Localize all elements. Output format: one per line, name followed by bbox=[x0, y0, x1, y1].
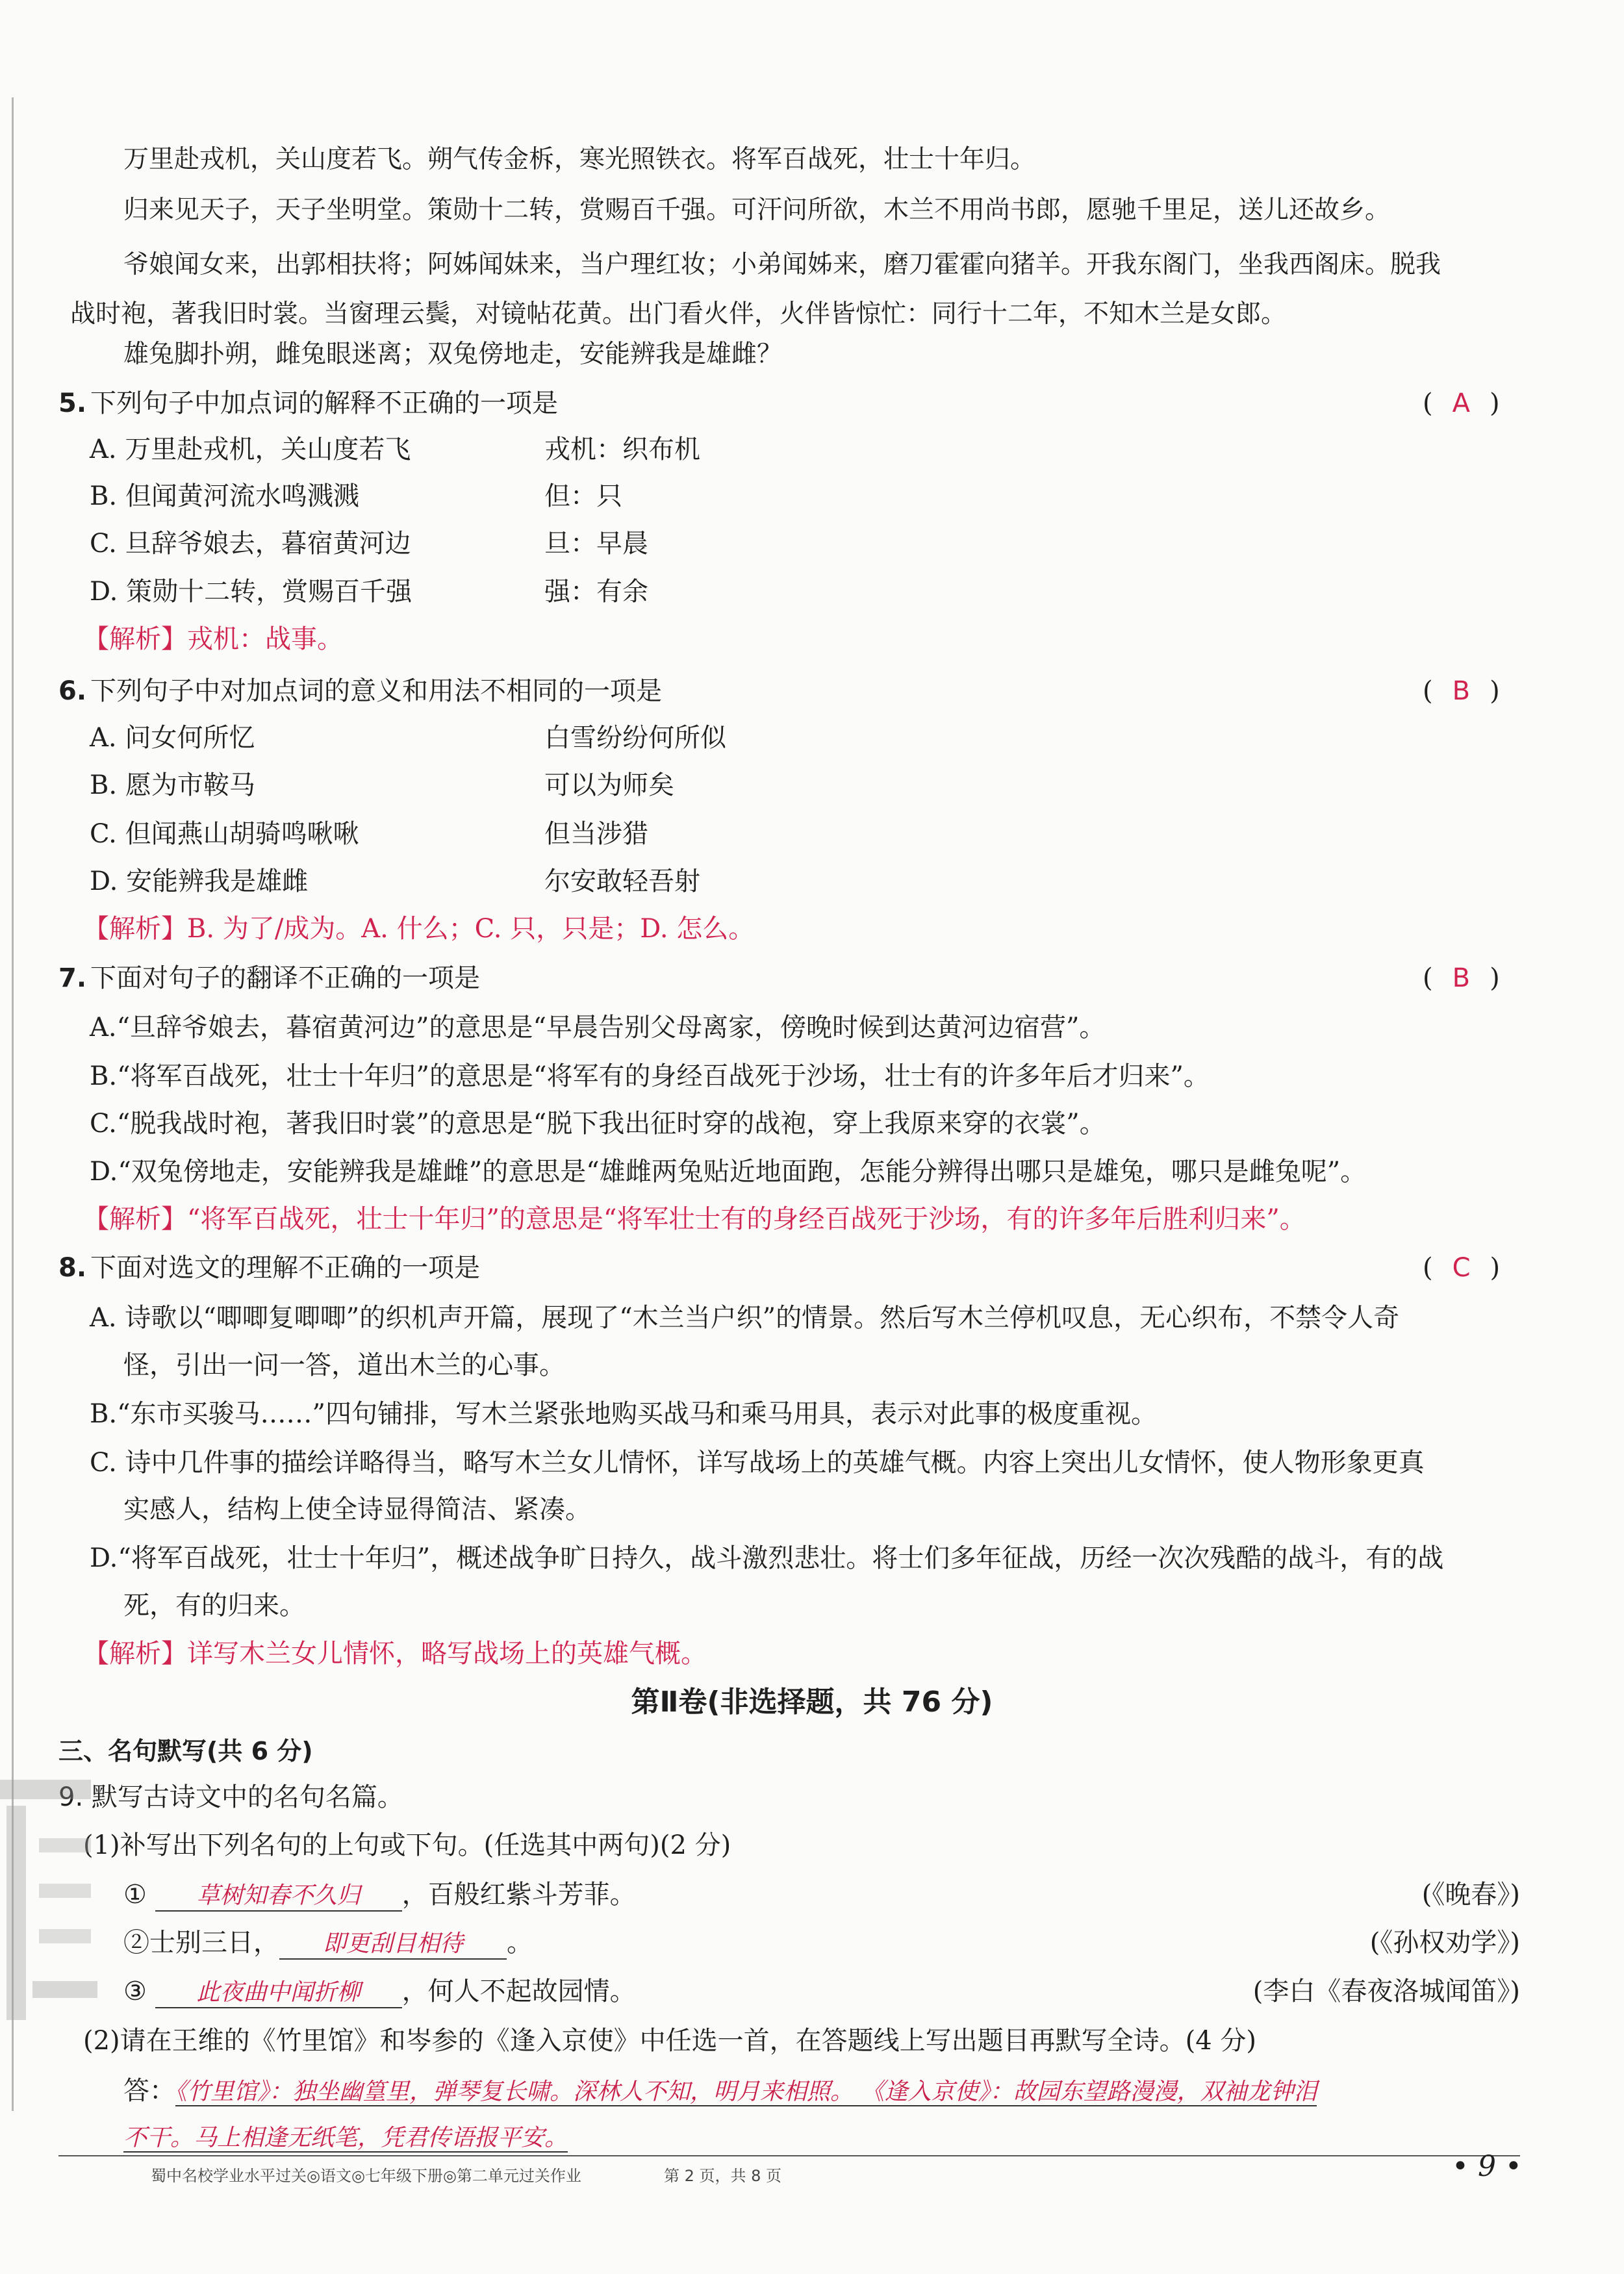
poem-line-2: 归来见天子，天子坐明堂。策勋十二转，赏赐百千强。可汗问所欲，木兰不用尚书郎，愿驰千里足，送儿还故乡。 bbox=[123, 196, 1391, 225]
analysis-tag: 【解析】 bbox=[83, 624, 187, 654]
volume-title: 第Ⅱ卷(非选择题，共 76 分) bbox=[631, 1686, 993, 1719]
q5-option-b: B. 但闻黄河流水鸣溅溅 bbox=[90, 481, 359, 511]
q6-option-d: D. 安能辨我是雄雌 bbox=[90, 866, 309, 896]
analysis-tag: 【解析】 bbox=[83, 1204, 187, 1234]
q7-option-b: B.“将军百战死，壮士十年归”的意思是“将军有的身经百战死于沙场，壮士有的许多年后才归来”。 bbox=[90, 1061, 1210, 1091]
q5-option-c-gloss: 旦：早晨 bbox=[544, 529, 648, 559]
q8-analysis bbox=[83, 1638, 707, 1669]
answer-letter: A bbox=[1452, 388, 1473, 418]
q6-option-b: B. 愿为市鞍马 bbox=[90, 770, 255, 800]
section-3-title: 三、名句默写(共 6 分) bbox=[58, 1737, 313, 1765]
question-8-stem bbox=[58, 1252, 480, 1283]
question-7-stem bbox=[58, 963, 480, 994]
q6-option-c-compare: 但当涉猎 bbox=[544, 819, 648, 849]
q9-item-3 bbox=[123, 1976, 636, 2008]
question-6-answer: ( B ) bbox=[1423, 676, 1503, 706]
q9-item-2 bbox=[123, 1927, 533, 1960]
q5-option-b-gloss: 但：只 bbox=[544, 481, 622, 511]
analysis-text: 戎机：战事。 bbox=[187, 624, 343, 654]
q7-option-a: A.“旦辞爷娘去，暮宿黄河边”的意思是“早晨告别父母离家，傍晚时候到达黄河边宿营”。 bbox=[90, 1013, 1106, 1042]
question-6-stem bbox=[58, 676, 662, 707]
poem-line-4: 战时袍，著我旧时裳。当窗理云鬓，对镜帖花黄。出门看火伴，火伴皆惊忙：同行十二年，不知木兰是女郎。 bbox=[70, 299, 1287, 329]
q5-option-d: D. 策勋十二转，赏赐百千强 bbox=[90, 577, 412, 607]
q9-item-1 bbox=[123, 1879, 636, 1912]
stamp-watermark-icon bbox=[0, 1767, 110, 2040]
q6-option-b-compare: 可以为师矣 bbox=[544, 770, 674, 800]
q9-item-3-blank: 此夜曲中闻折柳 bbox=[155, 1978, 402, 2008]
q8-option-a: A. 诗歌以“唧唧复唧唧”的织机声开篇，展现了“木兰当户织”的情景。然后写木兰停机叹息，无心织布，不禁令人奇 bbox=[90, 1303, 1400, 1333]
q9-item-2-source: (《孙权劝学》) bbox=[1369, 1928, 1520, 1958]
q9-part1-instruction: (1)补写出下列名句的上句或下句。(任选其中两句)(2 分) bbox=[83, 1830, 731, 1860]
q9-item-3-source: (李白《春夜洛城闻笛》) bbox=[1252, 1977, 1520, 2006]
poem-line-5: 雄兔脚扑朔，雌兔眼迷离；双兔傍地走，安能辨我是雄雌？ bbox=[123, 340, 783, 369]
question-5-answer: ( A ) bbox=[1423, 388, 1503, 418]
q6-option-d-compare: 尔安敢轻吾射 bbox=[544, 866, 700, 896]
poem-line-3: 爷娘闻女来，出郭相扶将；阿姊闻妹来，当户理红妆；小弟闻姊来，磨刀霍霍向猪羊。开我东阁门，坐我西阁床。脱我 bbox=[123, 250, 1441, 279]
item-text: ，百般红紫斗芳菲。 bbox=[401, 1880, 636, 1910]
question-number: 6. bbox=[58, 676, 87, 706]
item-text: ，何人不起故园情。 bbox=[401, 1977, 636, 2006]
item-mark: ② bbox=[123, 1928, 149, 1958]
analysis-tag: 【解析】 bbox=[83, 1639, 187, 1669]
question-text: 下列句子中对加点词的意义和用法不相同的一项是 bbox=[90, 676, 663, 706]
q8-option-a-cont: 怪，引出一问一答，道出木兰的心事。 bbox=[123, 1350, 565, 1380]
answer-letter: B bbox=[1452, 963, 1473, 993]
analysis-tag: 【解析】 bbox=[83, 914, 187, 944]
question-7-answer: ( B ) bbox=[1423, 963, 1503, 993]
answer-letter: C bbox=[1452, 1253, 1473, 1283]
q8-option-d: D.“将军百战死，壮士十年归”，概述战争旷日持久，战斗激烈悲壮。将士们多年征战，历经一次次残酷的战斗，有的战 bbox=[90, 1543, 1444, 1573]
q6-analysis bbox=[83, 913, 754, 944]
q9-item-1-source: (《晚春》) bbox=[1421, 1880, 1520, 1910]
analysis-text: “将军百战死，壮士十年归”的意思是“将军壮士有的身经百战死于沙场，有的许多年后胜利归来”。 bbox=[187, 1204, 1306, 1234]
q8-option-c: C. 诗中几件事的描绘详略得当，略写木兰女儿情怀，详写战场上的英雄气概。内容上突出儿女情怀，使人物形象更真 bbox=[90, 1448, 1425, 1478]
answer-label: 答： bbox=[123, 2076, 175, 2106]
item-mark: ① bbox=[123, 1880, 147, 1910]
question-8-answer: ( C ) bbox=[1423, 1253, 1503, 1283]
q5-option-a: A. 万里赴戎机，关山度若飞 bbox=[90, 435, 411, 464]
q5-option-d-gloss: 强：有余 bbox=[544, 577, 648, 607]
question-text: 下列句子中加点词的解释不正确的一项是 bbox=[90, 388, 559, 418]
analysis-text: 详写木兰女儿情怀，略写战场上的英雄气概。 bbox=[187, 1639, 707, 1669]
question-number: 7. bbox=[58, 963, 87, 993]
page-number: • 9 • bbox=[1452, 2150, 1522, 2183]
q9-item-1-blank: 草树知春不久归 bbox=[155, 1882, 402, 1912]
q6-option-c: C. 但闻燕山胡骑鸣啾啾 bbox=[90, 819, 359, 849]
footer-page-count: 第 2 页，共 8 页 bbox=[664, 2167, 782, 2185]
q8-option-d-cont: 死，有的归来。 bbox=[123, 1591, 305, 1621]
analysis-text: B. 为了/成为。A. 什么；C. 只，只是；D. 怎么。 bbox=[187, 914, 755, 944]
q9-part2-answer-line2 bbox=[123, 2121, 568, 2154]
q6-option-a: A. 问女何所忆 bbox=[90, 723, 255, 753]
q8-option-b: B.“东市买骏马……”四句铺排，写木兰紧张地购买战马和乘马用具，表示对此事的极度重视。 bbox=[90, 1399, 1158, 1429]
handwritten-answer-cont: 不干。马上相逢无纸笔，凭君传语报平安。 bbox=[123, 2125, 568, 2151]
q9-part2-instruction: (2)请在王维的《竹里馆》和岑参的《逢入京使》中任选一首，在答题线上写出题目再默写全诗。(4 分) bbox=[83, 2026, 1257, 2056]
q5-option-a-gloss: 戎机：织布机 bbox=[544, 435, 700, 464]
item-mark: ③ bbox=[123, 1977, 147, 2006]
q8-option-c-cont: 实感人，结构上使全诗显得简洁、紧凑。 bbox=[123, 1495, 591, 1524]
q7-option-d: D.“双兔傍地走，安能辨我是雄雌”的意思是“雄雌两兔贴近地面跑，怎能分辨得出哪只是雄兔，哪只是雌兔呢”。 bbox=[90, 1157, 1367, 1187]
q9-item-2-blank: 即更刮目相待 bbox=[279, 1930, 507, 1960]
question-9-stem: 9. 默写古诗文中的名句名篇。 bbox=[58, 1782, 403, 1812]
question-text: 下面对句子的翻译不正确的一项是 bbox=[90, 963, 481, 993]
footer-series: 蜀中名校学业水平过关◎语文◎七年级下册◎第二单元过关作业 bbox=[151, 2167, 581, 2185]
item-text: 。 bbox=[507, 1928, 533, 1958]
question-number: 8. bbox=[58, 1253, 87, 1283]
footer-rule bbox=[58, 2155, 1520, 2156]
q9-part2-answer-line1 bbox=[123, 2075, 1317, 2108]
poem-line-1: 万里赴戎机，关山度若飞。朔气传金柝，寒光照铁衣。将军百战死，壮士十年归。 bbox=[123, 145, 1036, 174]
item-pre: 士别三日， bbox=[149, 1928, 279, 1958]
q5-analysis bbox=[83, 624, 343, 655]
question-text: 下面对选文的理解不正确的一项是 bbox=[90, 1253, 481, 1283]
q7-option-c: C.“脱我战时袍，著我旧时裳”的意思是“脱下我出征时穿的战袍，穿上我原来穿的衣裳”。 bbox=[90, 1109, 1106, 1139]
answer-letter: B bbox=[1452, 676, 1473, 706]
question-number: 5. bbox=[58, 388, 87, 418]
question-5-stem bbox=[58, 388, 558, 419]
q7-analysis bbox=[83, 1204, 1306, 1235]
handwritten-answer: 《竹里馆》：独坐幽篁里，弹琴复长啸。深林人不知，明月来相照。 《逢入京使》：故园东望路漫漫，双袖龙钟泪 bbox=[175, 2078, 1317, 2105]
q5-option-c: C. 旦辞爷娘去，暮宿黄河边 bbox=[90, 529, 411, 559]
q6-option-a-compare: 白雪纷纷何所似 bbox=[544, 723, 726, 753]
